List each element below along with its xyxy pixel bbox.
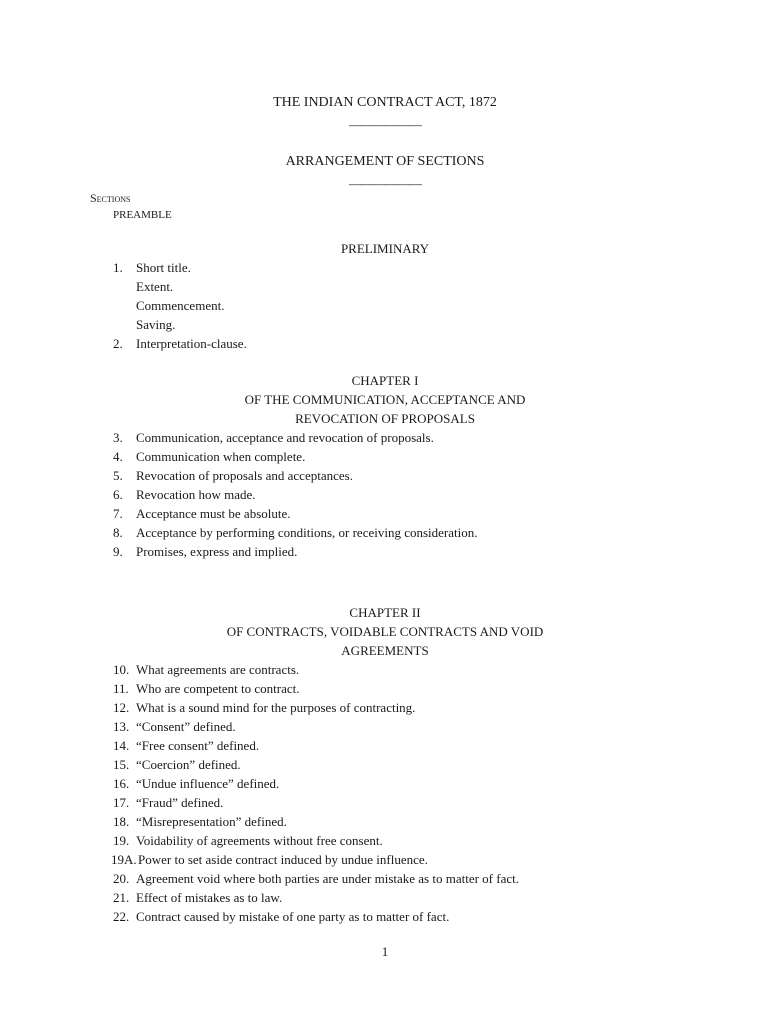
arrangement-rule: —————— [349,176,421,191]
list-item: Extent. [136,279,174,294]
chapter-2-subtitle: OF CONTRACTS, VOIDABLE CONTRACTS AND VOID [226,624,544,639]
list-item: 8. Acceptance by performing conditions, or receiving consideration. [113,525,478,540]
list-item: 9. Promises, express and implied. [113,544,298,559]
list-item: 18. “Misrepresentation” defined. [113,814,287,829]
preliminary-list [0,258,770,353]
list-item: 17. “Fraud” defined. [113,795,224,810]
title-rule: —————— [349,117,421,132]
list-item: 2. Interpretation-clause. [113,336,247,351]
list-item: Commencement. [136,298,225,313]
list-item: 3. Communication, acceptance and revocation of proposals. [113,430,434,445]
list-item: 20. Agreement void where both parties are under mistake as to matter of fact. [113,871,519,886]
list-item: Saving. [136,317,176,332]
list-item: 4. Communication when complete. [113,449,306,464]
page-number: 1 [381,944,389,959]
list-item: 1. Short title. [113,260,191,275]
chapter-1-list [0,428,770,561]
arrangement-heading: ARRANGEMENT OF SECTIONS [285,154,485,169]
list-item: 16. “Undue influence” defined. [113,776,280,791]
list-item: 7. Acceptance must be absolute. [113,506,291,521]
chapter-2-list [0,660,770,926]
list-item: 19A. Power to set aside contract induced by undue influence. [111,852,428,867]
list-item: 10. What agreements are contracts. [113,662,300,677]
list-item: 6. Revocation how made. [113,487,256,502]
chapter-1-subtitle: OF THE COMMUNICATION, ACCEPTANCE AND [244,392,526,407]
chapter-1-subtitle-2: REVOCATION OF PROPOSALS [295,411,475,426]
preamble-label: PREAMBLE [113,209,172,221]
act-title: THE INDIAN CONTRACT ACT, 1872 [273,95,497,110]
chapter-2-heading: CHAPTER II [349,605,421,620]
list-item: 5. Revocation of proposals and acceptances. [113,468,353,483]
sections-label: Sections [90,191,131,205]
list-item: 22. Contract caused by mistake of one party as to matter of fact. [113,909,450,924]
list-item: 14. “Free consent” defined. [113,738,260,753]
preliminary-heading: PRELIMINARY [340,241,430,256]
chapter-2-subtitle-2: AGREEMENTS [341,643,429,658]
list-item: 12. What is a sound mind for the purposes of contracting. [113,700,416,715]
chapter-1-heading: CHAPTER I [351,373,419,388]
list-item: 19. Voidability of agreements without free consent. [113,833,383,848]
list-item: 15. “Coercion” defined. [113,757,241,772]
list-item: 13. “Consent” defined. [113,719,236,734]
list-item: 21. Effect of mistakes as to law. [113,890,283,905]
list-item: 11. Who are competent to contract. [113,681,300,696]
